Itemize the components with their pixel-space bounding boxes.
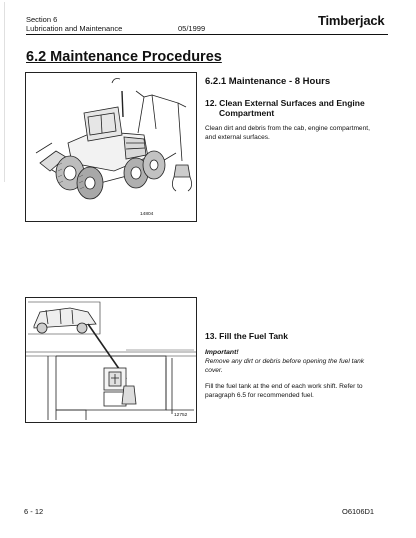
item-13-heading: 13. Fill the Fuel Tank [205,331,288,341]
item-12-heading-cont: Compartment [219,108,275,118]
important-text: Remove any dirt or debris before opening the fuel tank [205,358,365,365]
page-number: 6 - 12 [24,507,44,516]
page-title: 6.2 Maintenance Procedures [26,49,222,65]
brand-logo: Timberjack [318,13,385,28]
important-label: Important! [205,349,239,356]
header-date: 05/1999 [178,24,206,33]
scan-margin-line [4,2,5,182]
important-text-cont: cover. [205,367,223,374]
skidder-machine-illustration-icon [26,73,196,221]
figure-skidder [25,72,197,222]
figure-number: 12752 [174,413,188,418]
item-12-body-cont: and external surfaces. [205,134,270,141]
figure-fuel-tank [25,297,197,423]
item-13-body-cont: paragraph 6.5 for recommended fuel. [205,392,314,399]
item-12-heading: 12. Clean External Surfaces and Engine [205,98,365,108]
item-13-body: Fill the fuel tank at the end of each work shift. Refer to [205,383,363,390]
header-subsection: Lubrication and Maintenance [26,24,123,33]
header-section: Section 6 [26,15,58,24]
fuel-tank-cover-illustration-icon [26,298,196,422]
figure-number: 14804 [140,212,154,217]
item-12-body: Clean dirt and debris from the cab, engine compartment, [205,125,370,132]
doc-code: O6106D1 [342,507,375,516]
section-heading: 6.2.1 Maintenance - 8 Hours [205,76,331,87]
header-rule [26,34,388,35]
